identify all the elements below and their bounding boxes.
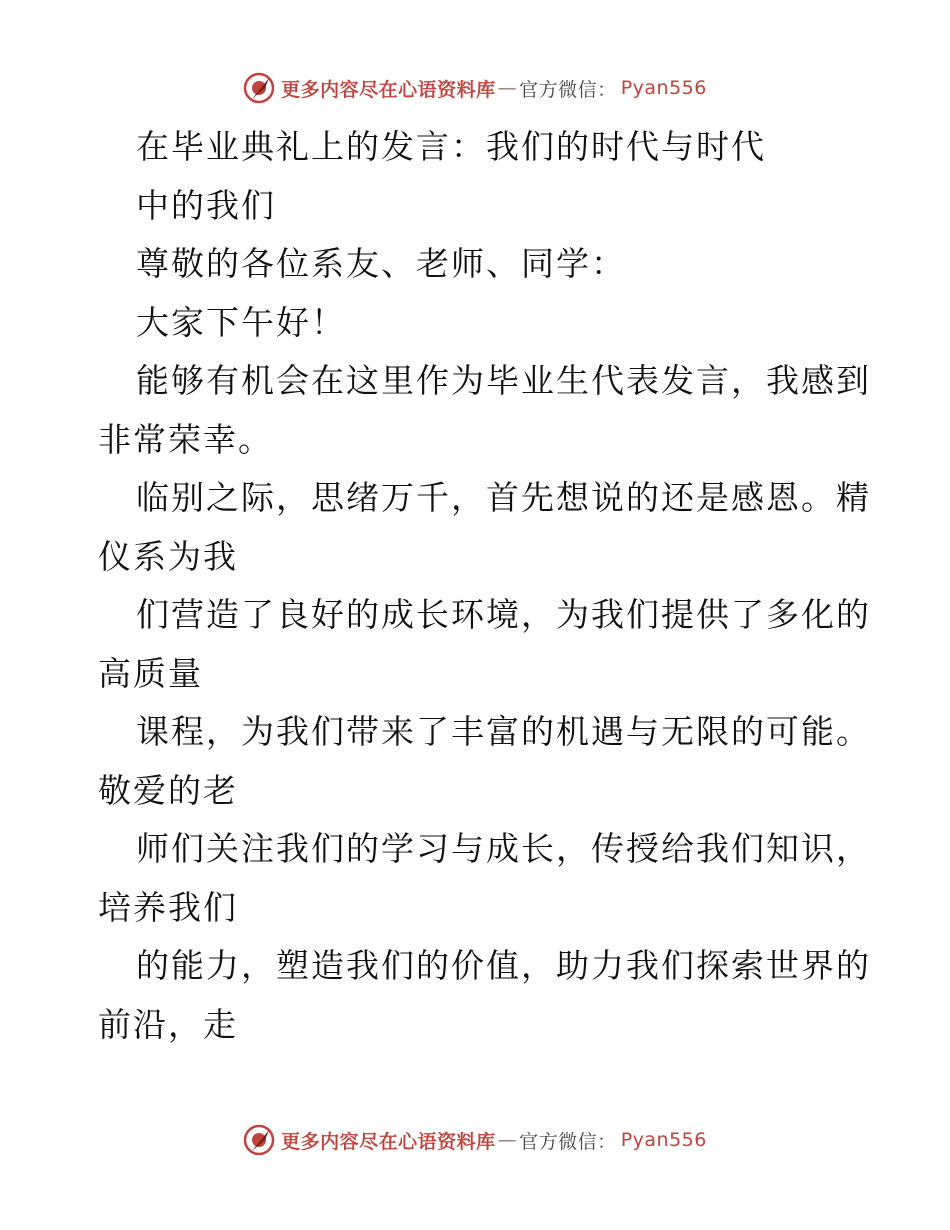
text-line: 前沿，走	[98, 1004, 238, 1044]
text-line: 们营造了良好的成长环境，为我们提供了多化的	[136, 595, 871, 634]
watermark-wechat-id: Pyan556	[620, 1129, 707, 1151]
text-line: 能够有机会在这里作为毕业生代表发言，我感到	[136, 361, 871, 400]
text-line: 培养我们	[98, 887, 238, 927]
watermark-brand: 更多内容尽在心语资料库	[281, 1130, 496, 1153]
watermark-wechat-id: Pyan556	[620, 77, 707, 99]
text-line: 高质量	[98, 653, 203, 693]
text-line: 仪系为我	[98, 536, 238, 576]
text-line: 的能力，塑造我们的价值，助力我们探索世界的	[136, 946, 871, 985]
watermark-colon: ：	[597, 1130, 617, 1153]
watermark-colon: ：	[597, 78, 617, 101]
text-line: 尊敬的各位系友、老师、同学：	[136, 244, 626, 283]
text-line: 中的我们	[136, 185, 276, 225]
document-body	[98, 118, 871, 1054]
watermark-dash: —	[497, 77, 518, 99]
text-line: 非常荣幸。	[98, 419, 273, 459]
header-watermark	[0, 68, 950, 108]
quill-logo-icon	[243, 1124, 275, 1156]
quill-logo-icon	[243, 72, 275, 104]
watermark-label: 官方微信	[519, 78, 598, 101]
text-line: 师们关注我们的学习与成长，传授给我们知识，	[136, 829, 871, 868]
text-line: 临别之际，思绪万千，首先想说的还是感恩。精	[136, 478, 871, 517]
footer-watermark	[0, 1120, 950, 1160]
watermark-label: 官方微信	[519, 1130, 598, 1153]
watermark-dash: —	[497, 1129, 518, 1151]
text-line: 敬爱的老	[98, 770, 238, 810]
text-line: 课程，为我们带来了丰富的机遇与无限的可能。	[136, 712, 871, 751]
text-line: 在毕业典礼上的发言：我们的时代与时代	[136, 127, 766, 166]
watermark-brand: 更多内容尽在心语资料库	[281, 78, 496, 101]
text-line: 大家下午好！	[136, 302, 346, 342]
